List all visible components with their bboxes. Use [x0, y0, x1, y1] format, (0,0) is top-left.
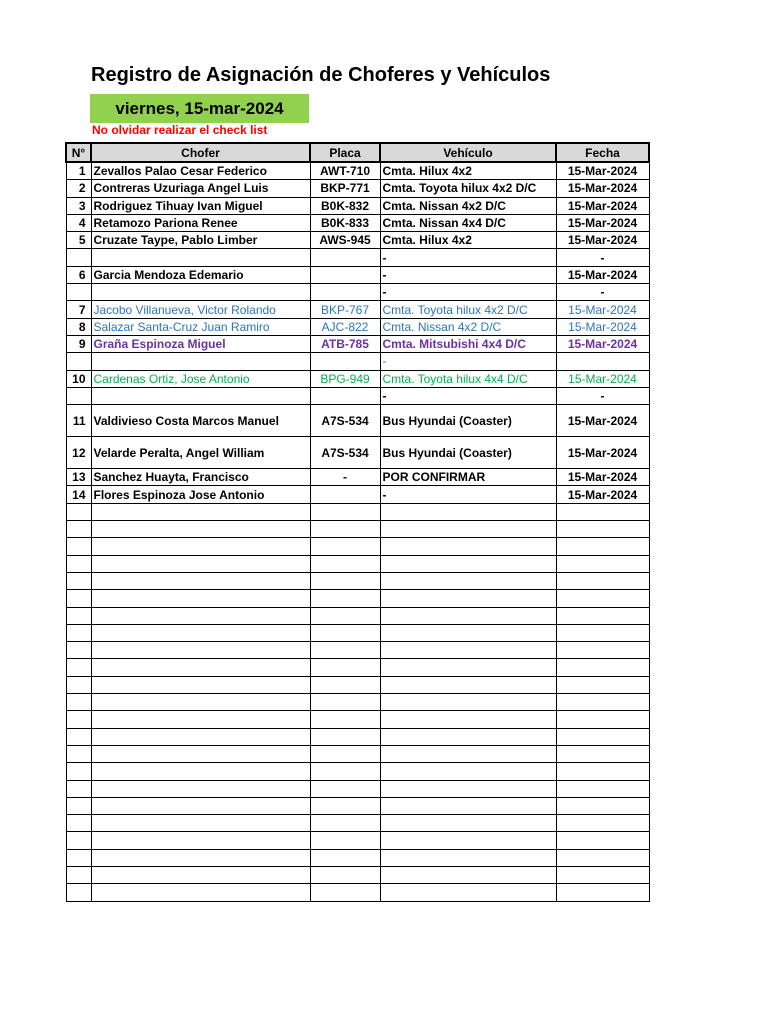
cell-fecha: - — [556, 387, 649, 404]
empty-cell — [380, 521, 556, 538]
table-row — [66, 318, 649, 335]
cell-chofer — [91, 387, 310, 404]
empty-cell — [310, 866, 380, 883]
table-row — [66, 162, 649, 180]
empty-cell — [310, 607, 380, 624]
empty-cell — [91, 711, 310, 728]
cell-chofer: Retamozo Pariona Renee — [91, 214, 310, 231]
empty-row — [66, 607, 649, 624]
empty-cell — [310, 745, 380, 762]
cell-chofer: Contreras Uzuriaga Angel Luis — [91, 180, 310, 197]
table-row — [66, 469, 649, 486]
empty-row — [66, 642, 649, 659]
empty-row — [66, 780, 649, 797]
cell-num — [66, 387, 91, 404]
cell-fecha: 15-Mar-2024 — [556, 437, 649, 469]
empty-cell — [66, 590, 91, 607]
empty-cell — [66, 728, 91, 745]
empty-cell — [380, 676, 556, 693]
cell-fecha — [556, 353, 649, 370]
empty-cell — [556, 866, 649, 883]
empty-cell — [310, 884, 380, 901]
empty-cell — [310, 538, 380, 555]
header-num: N° — [66, 143, 91, 162]
table-header-row — [66, 143, 649, 162]
cell-chofer: Valdivieso Costa Marcos Manuel — [91, 405, 310, 437]
cell-chofer: Rodriguez Tihuay Ivan Miguel — [91, 197, 310, 214]
page-title: Registro de Asignación de Choferes y Vehículos — [91, 64, 551, 86]
cell-placa: BPG-949 — [310, 370, 380, 387]
cell-num: 5 — [66, 232, 91, 249]
empty-cell — [91, 642, 310, 659]
cell-chofer: Jacobo Villanueva, Victor Rolando — [91, 301, 310, 318]
cell-placa: B0K-832 — [310, 197, 380, 214]
cell-num: 9 — [66, 335, 91, 352]
cell-vehiculo: Cmta. Hilux 4x2 — [380, 232, 556, 249]
empty-cell — [310, 555, 380, 572]
empty-cell — [556, 694, 649, 711]
cell-fecha: 15-Mar-2024 — [556, 469, 649, 486]
empty-cell — [380, 849, 556, 866]
empty-cell — [91, 849, 310, 866]
table-row — [66, 284, 649, 301]
cell-vehiculo: - — [380, 284, 556, 301]
empty-cell — [91, 780, 310, 797]
cell-chofer: Zevallos Palao Cesar Federico — [91, 162, 310, 180]
cell-num: 14 — [66, 486, 91, 503]
cell-fecha: 15-Mar-2024 — [556, 486, 649, 503]
empty-cell — [66, 815, 91, 832]
cell-placa: A7S-534 — [310, 437, 380, 469]
empty-cell — [310, 659, 380, 676]
empty-cell — [556, 797, 649, 814]
cell-fecha: 15-Mar-2024 — [556, 214, 649, 231]
table-body — [66, 162, 649, 901]
empty-cell — [310, 642, 380, 659]
empty-cell — [91, 607, 310, 624]
empty-cell — [91, 815, 310, 832]
empty-cell — [66, 694, 91, 711]
cell-chofer: Salazar Santa-Cruz Juan Ramiro — [91, 318, 310, 335]
cell-vehiculo: Cmta. Toyota hilux 4x4 D/C — [380, 370, 556, 387]
table-row — [66, 249, 649, 266]
cell-fecha: 15-Mar-2024 — [556, 197, 649, 214]
cell-num: 3 — [66, 197, 91, 214]
table-row — [66, 335, 649, 352]
empty-cell — [556, 607, 649, 624]
empty-row — [66, 728, 649, 745]
empty-row — [66, 815, 649, 832]
table-row — [66, 232, 649, 249]
empty-cell — [310, 815, 380, 832]
empty-cell — [556, 745, 649, 762]
cell-num: 2 — [66, 180, 91, 197]
table-row — [66, 387, 649, 404]
cell-placa: AWS-945 — [310, 232, 380, 249]
checklist-note: No olvidar realizar el check list — [92, 123, 268, 137]
empty-cell — [556, 849, 649, 866]
empty-cell — [556, 780, 649, 797]
cell-num — [66, 249, 91, 266]
cell-vehiculo: POR CONFIRMAR — [380, 469, 556, 486]
cell-fecha: - — [556, 249, 649, 266]
empty-cell — [66, 780, 91, 797]
cell-vehiculo: Cmta. Nissan 4x2 D/C — [380, 197, 556, 214]
table-row — [66, 301, 649, 318]
cell-placa — [310, 266, 380, 283]
empty-cell — [91, 728, 310, 745]
empty-cell — [66, 676, 91, 693]
header-chofer: Chofer — [91, 143, 310, 162]
empty-cell — [66, 745, 91, 762]
table-row — [66, 266, 649, 283]
cell-chofer: Velarde Peralta, Angel William — [91, 437, 310, 469]
empty-cell — [66, 763, 91, 780]
empty-cell — [66, 607, 91, 624]
table-row — [66, 180, 649, 197]
empty-cell — [66, 884, 91, 901]
empty-cell — [380, 797, 556, 814]
empty-cell — [380, 607, 556, 624]
empty-cell — [556, 555, 649, 572]
empty-cell — [380, 572, 556, 589]
empty-cell — [310, 797, 380, 814]
empty-cell — [310, 572, 380, 589]
empty-cell — [380, 555, 556, 572]
cell-placa — [310, 486, 380, 503]
empty-cell — [380, 884, 556, 901]
cell-fecha: 15-Mar-2024 — [556, 266, 649, 283]
cell-placa: AJC-822 — [310, 318, 380, 335]
cell-num: 8 — [66, 318, 91, 335]
empty-cell — [66, 572, 91, 589]
empty-cell — [91, 745, 310, 762]
empty-cell — [310, 728, 380, 745]
cell-chofer: Cardenas Ortiz, Jose Antonio — [91, 370, 310, 387]
cell-placa — [310, 387, 380, 404]
cell-vehiculo: Cmta. Nissan 4x4 D/C — [380, 214, 556, 231]
empty-cell — [310, 711, 380, 728]
cell-placa: - — [310, 469, 380, 486]
empty-cell — [380, 815, 556, 832]
empty-cell — [91, 659, 310, 676]
cell-vehiculo: - — [380, 249, 556, 266]
cell-num: 6 — [66, 266, 91, 283]
cell-num: 11 — [66, 405, 91, 437]
empty-cell — [556, 642, 649, 659]
cell-vehiculo: - — [380, 387, 556, 404]
empty-cell — [556, 832, 649, 849]
cell-fecha: 15-Mar-2024 — [556, 318, 649, 335]
empty-cell — [310, 780, 380, 797]
empty-cell — [380, 624, 556, 641]
empty-cell — [380, 745, 556, 762]
empty-cell — [380, 659, 556, 676]
empty-cell — [66, 711, 91, 728]
empty-cell — [66, 538, 91, 555]
empty-cell — [380, 503, 556, 520]
header-fecha: Fecha — [556, 143, 649, 162]
cell-num: 1 — [66, 162, 91, 180]
cell-fecha: - — [556, 284, 649, 301]
empty-cell — [556, 884, 649, 901]
empty-cell — [91, 884, 310, 901]
cell-placa — [310, 284, 380, 301]
cell-fecha: 15-Mar-2024 — [556, 180, 649, 197]
cell-num: 10 — [66, 370, 91, 387]
empty-cell — [310, 763, 380, 780]
empty-cell — [556, 659, 649, 676]
empty-cell — [66, 659, 91, 676]
cell-fecha: 15-Mar-2024 — [556, 405, 649, 437]
empty-cell — [66, 503, 91, 520]
empty-cell — [91, 763, 310, 780]
cell-chofer — [91, 284, 310, 301]
header-placa: Placa — [310, 143, 380, 162]
empty-cell — [91, 521, 310, 538]
empty-cell — [66, 832, 91, 849]
empty-row — [66, 849, 649, 866]
empty-row — [66, 555, 649, 572]
cell-chofer: Flores Espinoza Jose Antonio — [91, 486, 310, 503]
cell-chofer: Graña Espinoza Miguel — [91, 335, 310, 352]
empty-cell — [556, 572, 649, 589]
empty-cell — [66, 797, 91, 814]
empty-cell — [91, 503, 310, 520]
cell-fecha: 15-Mar-2024 — [556, 232, 649, 249]
table-row — [66, 370, 649, 387]
empty-cell — [91, 797, 310, 814]
cell-placa — [310, 249, 380, 266]
empty-cell — [380, 711, 556, 728]
empty-cell — [91, 694, 310, 711]
empty-row — [66, 521, 649, 538]
empty-cell — [380, 642, 556, 659]
cell-num — [66, 353, 91, 370]
empty-cell — [556, 521, 649, 538]
cell-vehiculo: - — [380, 353, 556, 370]
empty-cell — [380, 866, 556, 883]
cell-vehiculo: Cmta. Nissan 4x2 D/C — [380, 318, 556, 335]
table-row — [66, 405, 649, 437]
cell-vehiculo: Bus Hyundai (Coaster) — [380, 405, 556, 437]
empty-cell — [556, 590, 649, 607]
empty-cell — [556, 728, 649, 745]
empty-row — [66, 503, 649, 520]
cell-chofer — [91, 249, 310, 266]
empty-row — [66, 711, 649, 728]
empty-row — [66, 676, 649, 693]
empty-cell — [91, 538, 310, 555]
cell-chofer — [91, 353, 310, 370]
cell-placa: BKP-767 — [310, 301, 380, 318]
empty-cell — [380, 780, 556, 797]
empty-row — [66, 745, 649, 762]
empty-cell — [91, 572, 310, 589]
empty-cell — [556, 763, 649, 780]
cell-chofer: Cruzate Taype, Pablo Limber — [91, 232, 310, 249]
empty-cell — [556, 624, 649, 641]
empty-row — [66, 884, 649, 901]
empty-cell — [66, 521, 91, 538]
empty-cell — [91, 590, 310, 607]
empty-cell — [556, 815, 649, 832]
empty-row — [66, 572, 649, 589]
empty-cell — [380, 728, 556, 745]
empty-cell — [66, 849, 91, 866]
table-row — [66, 437, 649, 469]
empty-cell — [310, 676, 380, 693]
empty-cell — [380, 538, 556, 555]
empty-cell — [66, 642, 91, 659]
empty-cell — [380, 832, 556, 849]
empty-cell — [380, 694, 556, 711]
empty-row — [66, 694, 649, 711]
empty-cell — [310, 624, 380, 641]
cell-fecha: 15-Mar-2024 — [556, 370, 649, 387]
cell-num: 13 — [66, 469, 91, 486]
empty-cell — [66, 624, 91, 641]
cell-vehiculo: Cmta. Toyota hilux 4x2 D/C — [380, 301, 556, 318]
empty-cell — [310, 590, 380, 607]
empty-cell — [66, 866, 91, 883]
empty-cell — [91, 624, 310, 641]
empty-row — [66, 763, 649, 780]
cell-vehiculo: Cmta. Mitsubishi 4x4 D/C — [380, 335, 556, 352]
empty-cell — [380, 763, 556, 780]
empty-cell — [380, 590, 556, 607]
empty-cell — [91, 555, 310, 572]
table-row — [66, 486, 649, 503]
cell-placa: BKP-771 — [310, 180, 380, 197]
empty-row — [66, 538, 649, 555]
cell-placa: ATB-785 — [310, 335, 380, 352]
empty-cell — [556, 676, 649, 693]
header-vehiculo: Vehículo — [380, 143, 556, 162]
empty-cell — [556, 711, 649, 728]
cell-num: 7 — [66, 301, 91, 318]
empty-cell — [310, 832, 380, 849]
cell-vehiculo: Cmta. Toyota hilux 4x2 D/C — [380, 180, 556, 197]
cell-placa: AWT-710 — [310, 162, 380, 180]
cell-chofer: Garcia Mendoza Edemario — [91, 266, 310, 283]
cell-vehiculo: - — [380, 486, 556, 503]
cell-vehiculo: Cmta. Hilux 4x2 — [380, 162, 556, 180]
cell-placa: A7S-534 — [310, 405, 380, 437]
empty-row — [66, 590, 649, 607]
cell-fecha: 15-Mar-2024 — [556, 162, 649, 180]
empty-cell — [310, 694, 380, 711]
cell-vehiculo: Bus Hyundai (Coaster) — [380, 437, 556, 469]
empty-cell — [310, 849, 380, 866]
empty-cell — [310, 503, 380, 520]
empty-cell — [66, 555, 91, 572]
cell-num: 12 — [66, 437, 91, 469]
cell-fecha: 15-Mar-2024 — [556, 301, 649, 318]
table-row — [66, 197, 649, 214]
empty-cell — [556, 538, 649, 555]
cell-chofer: Sanchez Huayta, Francisco — [91, 469, 310, 486]
empty-cell — [556, 503, 649, 520]
table-row — [66, 214, 649, 231]
cell-vehiculo: - — [380, 266, 556, 283]
table-row — [66, 353, 649, 370]
empty-cell — [91, 866, 310, 883]
empty-row — [66, 797, 649, 814]
assignment-table — [65, 142, 650, 902]
empty-row — [66, 624, 649, 641]
empty-cell — [310, 521, 380, 538]
cell-placa — [310, 353, 380, 370]
cell-num — [66, 284, 91, 301]
empty-cell — [91, 832, 310, 849]
cell-fecha: 15-Mar-2024 — [556, 335, 649, 352]
date-banner: viernes, 15-mar-2024 — [90, 94, 309, 123]
empty-row — [66, 866, 649, 883]
empty-row — [66, 832, 649, 849]
empty-cell — [91, 676, 310, 693]
cell-placa: B0K-833 — [310, 214, 380, 231]
empty-row — [66, 659, 649, 676]
cell-num: 4 — [66, 214, 91, 231]
